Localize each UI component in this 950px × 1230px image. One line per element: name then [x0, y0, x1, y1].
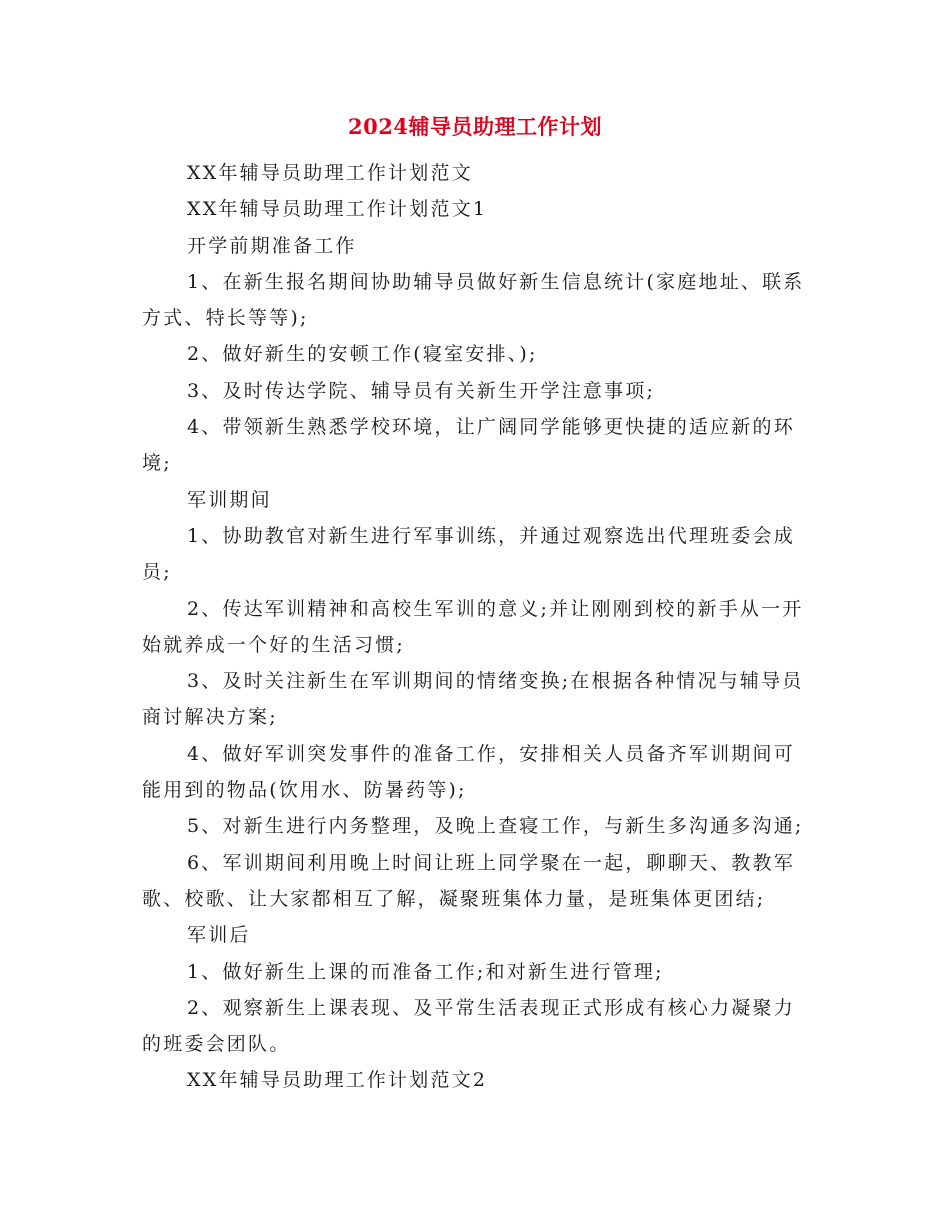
paragraph: 3、及时传达学院、辅导员有关新生开学注意事项;	[187, 379, 656, 402]
document-body	[142, 155, 807, 1099]
paragraph: XX年辅导员助理工作计划范文2	[187, 1069, 488, 1092]
section-heading: 军训期间	[187, 488, 272, 511]
paragraph: 5、对新生进行内务整理，及晚上查寝工作，与新生多沟通多沟通;	[187, 815, 804, 838]
paragraph: 1、在新生报名期间协助辅导员做好新生信息统计(家庭地址、联系方式、特长等等);	[142, 270, 805, 330]
paragraph: 2、观察新生上课表现、及平常生活表现正式形成有核心力凝聚力的班委会团队。	[142, 996, 795, 1056]
paragraph: 4、带领新生熟悉学校环境，让广阔同学能够更快捷的适应新的环境;	[142, 416, 795, 475]
section-heading: 开学前期准备工作	[187, 234, 357, 257]
paragraph: 3、及时关注新生在军训期间的情绪变换;在根据各种情况与辅导员商讨解决方案;	[142, 670, 804, 729]
document-title: 2024辅导员助理工作计划	[348, 114, 602, 139]
paragraph: 1、协助教官对新生进行军事训练，并通过观察选出代理班委会成员;	[142, 524, 795, 584]
paragraph: 2、传达军训精神和高校生军训的意义;并让刚刚到校的新手从一开始就养成一个好的生活习惯;	[142, 597, 804, 656]
section-heading: 军训后	[187, 924, 251, 947]
paragraph: XX年辅导员助理工作计划范文	[187, 162, 473, 184]
paragraph: 1、做好新生上课的而准备工作;和对新生进行管理;	[187, 960, 664, 983]
paragraph: 4、做好军训突发事件的准备工作，安排相关人员备齐军训期间可能用到的物品(饮用水、防暑药等);	[142, 742, 795, 802]
paragraph: 2、做好新生的安顿工作(寝室安排、);	[187, 343, 538, 366]
paragraph: XX年辅导员助理工作计划范文1	[187, 198, 488, 221]
paragraph: 6、军训期间利用晚上时间让班上同学聚在一起，聊聊天、教教军歌、校歌、让大家都相互了解，凝聚班集体力量，是班集体更团结;	[142, 851, 795, 910]
